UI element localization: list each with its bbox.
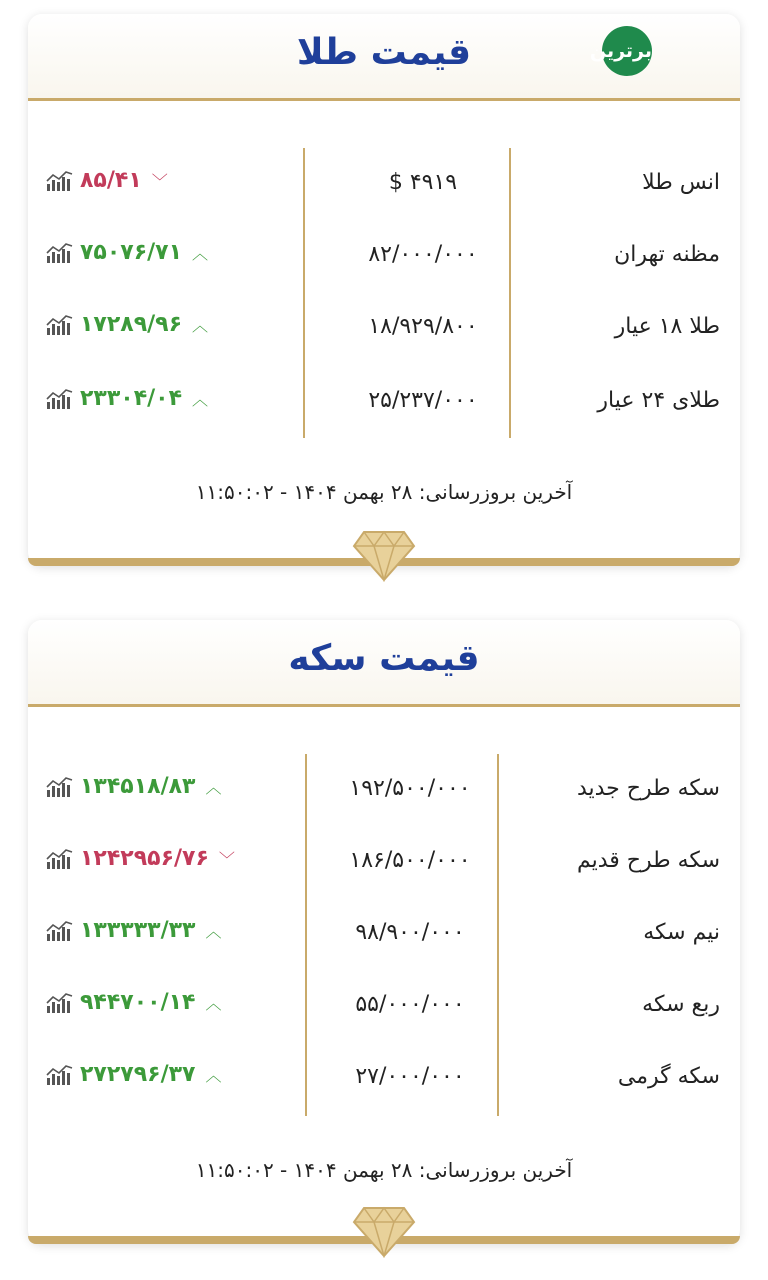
bar-chart-icon[interactable] <box>46 920 74 942</box>
last-updated-text: آخرین بروزرسانی: ۲۸ بهمن ۱۴۰۴ - ۱۱:۵۰:۰۲ <box>195 1158 573 1182</box>
row-name: ربع سکه <box>642 992 720 1017</box>
change-value: ۱۳۳۳۳۳/۳۳ <box>80 918 196 943</box>
row-price: ۲۷/۰۰۰/۰۰۰ <box>355 1064 465 1089</box>
row-name: طلا ۱۸ عیار <box>614 314 720 339</box>
coin-card-title: قیمت سکه <box>288 638 480 679</box>
up-arrow-icon: ︿ <box>205 778 223 797</box>
up-arrow-icon: ︿ <box>192 390 210 409</box>
change-value: ۲۳۳۰۴/۰۴ <box>80 386 183 411</box>
up-arrow-icon: ︿ <box>192 316 210 335</box>
row-change <box>46 846 236 871</box>
gold-row-ounce[interactable] <box>28 158 740 208</box>
change-value: ۱۲۴۲۹۵۶/۷۶ <box>80 846 209 871</box>
row-name: سکه گرمی <box>617 1064 720 1089</box>
row-name: سکه طرح جدید <box>576 776 720 801</box>
row-change <box>46 774 222 799</box>
row-price: $ ۴۹۱۹ <box>388 170 458 195</box>
row-price: ۱۸۶/۵۰۰/۰۰۰ <box>349 848 471 873</box>
row-price: ۹۸/۹۰۰/۰۰۰ <box>355 920 465 945</box>
row-change <box>46 990 222 1015</box>
row-change <box>46 918 222 943</box>
bar-chart-icon[interactable] <box>46 170 74 192</box>
bar-chart-icon[interactable] <box>46 992 74 1014</box>
change-value: ۸۵/۴۱ <box>80 168 142 193</box>
row-price: ۱۸/۹۲۹/۸۰۰ <box>368 314 478 339</box>
coin-row-old[interactable] <box>28 836 740 886</box>
gold-price-card <box>28 14 740 566</box>
row-name: نیم سکه <box>643 920 720 945</box>
gold-card-title: قیمت طلا <box>296 32 472 73</box>
row-change <box>46 386 209 411</box>
change-value: ۱۷۲۸۹/۹۶ <box>80 312 183 337</box>
row-price: ۱۹۲/۵۰۰/۰۰۰ <box>349 776 471 801</box>
bar-chart-icon[interactable] <box>46 314 74 336</box>
change-value: ۲۷۲۷۹۶/۳۷ <box>80 1062 196 1087</box>
row-change <box>46 240 209 265</box>
up-arrow-icon: ︿ <box>205 1066 223 1085</box>
down-arrow-icon: ﹀ <box>218 850 236 869</box>
row-price: ۸۲/۰۰۰/۰۰۰ <box>368 242 478 267</box>
gold-row-24k[interactable] <box>28 376 740 426</box>
row-name: انس طلا <box>642 170 720 195</box>
row-change <box>46 1062 222 1087</box>
up-arrow-icon: ︿ <box>192 244 210 263</box>
coin-row-quarter[interactable] <box>28 980 740 1030</box>
last-updated-text: آخرین بروزرسانی: ۲۸ بهمن ۱۴۰۴ - ۱۱:۵۰:۰۲ <box>195 480 573 504</box>
gold-row-18k[interactable] <box>28 302 740 352</box>
bar-chart-icon[interactable] <box>46 776 74 798</box>
bar-chart-icon[interactable] <box>46 1064 74 1086</box>
bar-chart-icon[interactable] <box>46 242 74 264</box>
row-price: ۲۵/۲۳۷/۰۰۰ <box>368 388 478 413</box>
bar-chart-icon[interactable] <box>46 848 74 870</box>
up-arrow-icon: ︿ <box>205 994 223 1013</box>
site-logo-icon[interactable]: برترین <box>602 26 652 76</box>
coin-price-card <box>28 620 740 1244</box>
coin-card-header <box>28 620 740 707</box>
bar-chart-icon[interactable] <box>46 388 74 410</box>
row-change <box>46 168 169 193</box>
change-value: ۱۳۴۵۱۸/۸۳ <box>80 774 196 799</box>
row-price: ۵۵/۰۰۰/۰۰۰ <box>355 992 465 1017</box>
row-name: طلای ۲۴ عیار <box>597 388 720 413</box>
diamond-icon <box>352 1206 416 1258</box>
coin-row-new[interactable] <box>28 764 740 814</box>
coin-row-half[interactable] <box>28 908 740 958</box>
gold-card-header <box>28 14 740 101</box>
change-value: ۷۵۰۷۶/۷۱ <box>80 240 183 265</box>
diamond-icon <box>352 530 416 582</box>
row-name: سکه طرح قدیم <box>576 848 720 873</box>
row-change <box>46 312 209 337</box>
row-name: مظنه تهران <box>614 242 720 267</box>
down-arrow-icon: ﹀ <box>151 172 169 191</box>
up-arrow-icon: ︿ <box>205 922 223 941</box>
change-value: ۹۴۴۷۰۰/۱۴ <box>80 990 196 1015</box>
gold-row-tehran[interactable] <box>28 230 740 280</box>
coin-row-gram[interactable] <box>28 1052 740 1102</box>
